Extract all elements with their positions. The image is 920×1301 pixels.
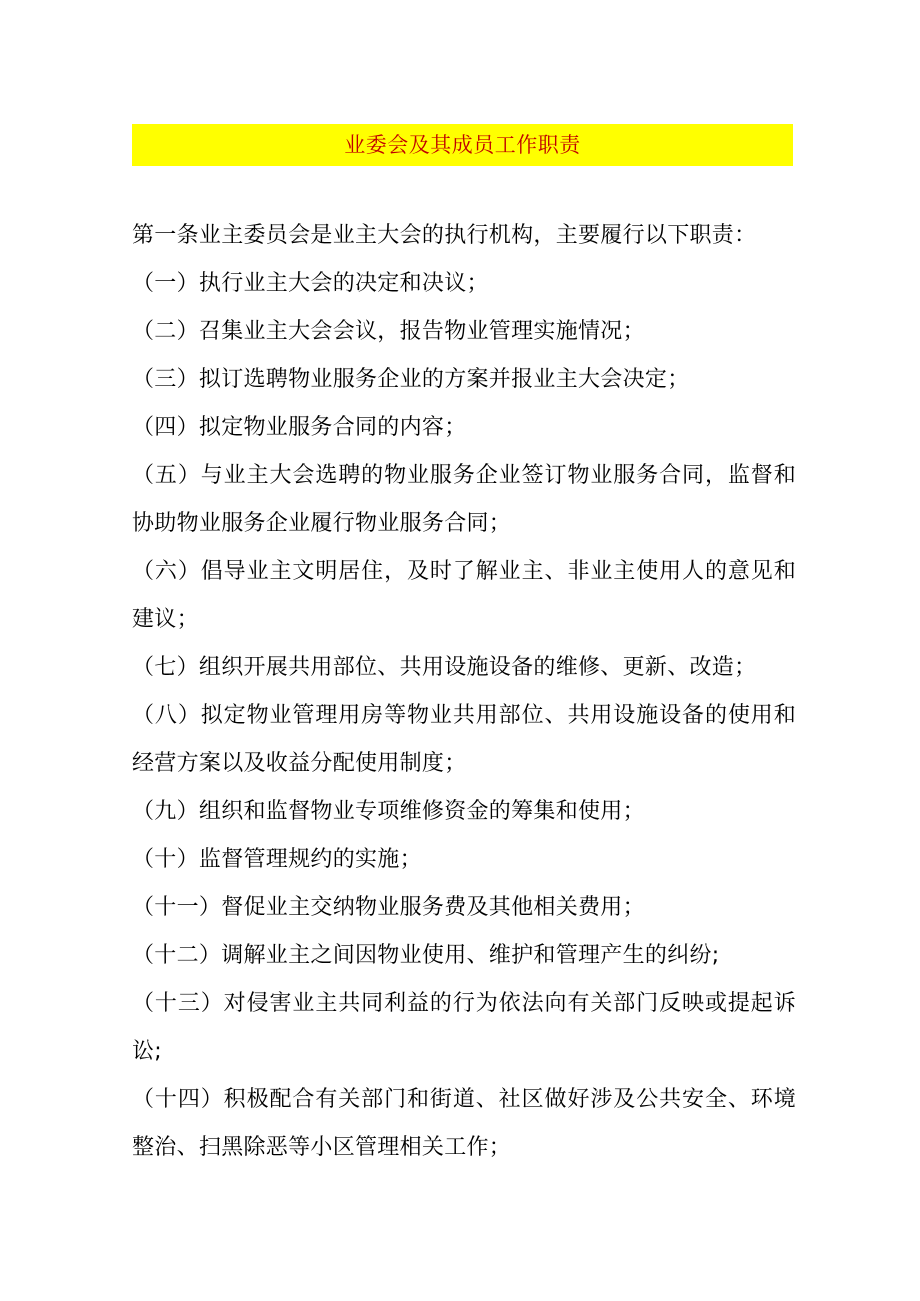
paragraph-article-1-intro: 第一条业主委员会是业主大会的执行机构，主要履行以下职责：	[132, 223, 757, 248]
document-title-banner	[132, 124, 793, 166]
paragraph-item-12: （十二）调解业主之间因物业使用、维护和管理产生的纠纷;	[132, 943, 720, 968]
paragraph-item-11: （十一）督促业主交纳物业服务费及其他相关费用；	[132, 895, 645, 920]
paragraph-item-6: （六）倡导业主文明居住，及时了解业主、非业主使用人的意见和建议；	[132, 559, 796, 632]
paragraph-item-7: （七）组织开展共用部位、共用设施设备的维修、更新、改造；	[132, 655, 757, 680]
paragraph-item-5: （五）与业主大会选聘的物业服务企业签订物业服务合同，监督和协助物业服务企业履行物业服务合同；	[132, 463, 796, 536]
document-title: 业委会及其成员工作职责	[344, 132, 581, 157]
paragraph-item-10: （十）监督管理规约的实施；	[132, 847, 422, 872]
paragraph-item-1: （一）执行业主大会的决定和决议；	[132, 271, 489, 296]
paragraph-item-4: （四）拟定物业服务合同的内容；	[132, 415, 467, 440]
paragraph-item-8: （八）拟定物业管理用房等物业共用部位、共用设施设备的使用和经营方案以及收益分配使用制度；	[132, 703, 796, 776]
paragraph-item-13: （十三）对侵害业主共同利益的行为依法向有关部门反映或提起诉讼;	[132, 991, 796, 1064]
paragraph-item-3: （三）拟订选聘物业服务企业的方案并报业主大会决定；	[132, 367, 690, 392]
paragraph-item-14: （十四）积极配合有关部门和街道、社区做好涉及公共安全、环境整治、扫黑除恶等小区管理相关工作；	[132, 1087, 796, 1160]
paragraph-item-9: （九）组织和监督物业专项维修资金的筹集和使用；	[132, 799, 645, 824]
document-body	[132, 212, 796, 1172]
paragraph-item-2: （二）召集业主大会会议，报告物业管理实施情况；	[132, 319, 645, 344]
